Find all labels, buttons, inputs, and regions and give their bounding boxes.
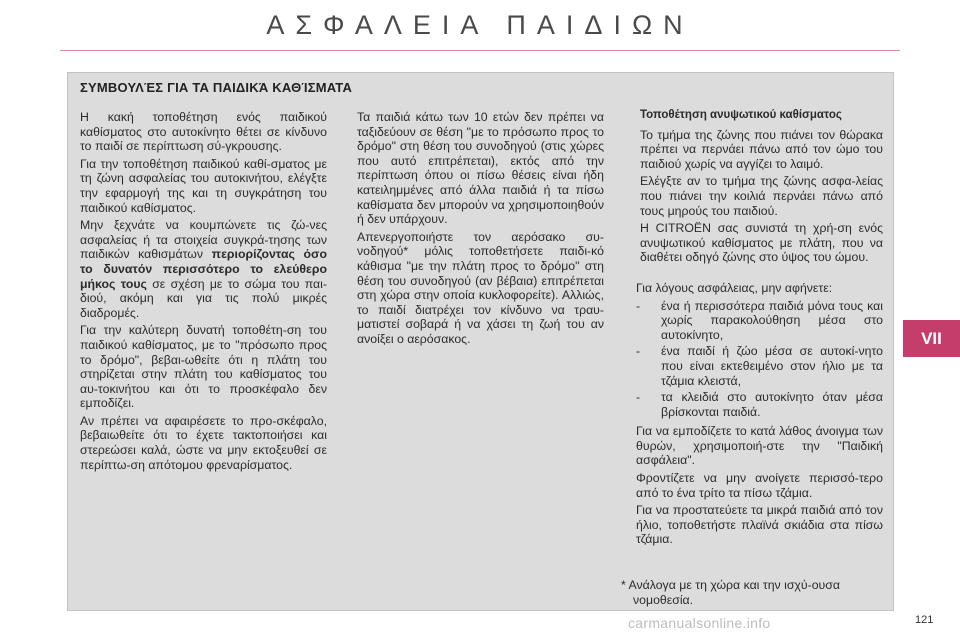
paragraph: Για την τοποθέτηση παιδικού καθί-σματος με τη ζώνη ασφαλείας του αυτοκινήτου, ελέγξτε την εφαρμογή της και τη συγκράτηση του παιδικού καθίσματος. xyxy=(80,156,327,215)
list-item-text: ένα παιδί ή ζώο μέσα σε αυτοκί-νητο που είναι εκτεθειμένο στον ήλιο με τα τζάμια κλειστά, xyxy=(661,344,883,388)
paragraph: Αν πρέπει να αφαιρέσετε το προ-σκέφαλο, βεβαιωθείτε ότι το έχετε τακτοποιήσει και στερεώσει καλά, ώστε να μην εκτοξευθεί σε περίπτω-ση απότομου φρεναρίσματος. xyxy=(80,413,327,472)
paragraph: Για να εμποδίζετε το κατά λάθος άνοιγμα των θυρών, χρησιμοποιή-στε την "Παιδική ασφάλεια". xyxy=(636,424,883,468)
footnote: * Ανάλογα με τη χώρα και την ισχύ-ουσα νομοθεσία. xyxy=(621,578,840,607)
paragraph: Το τμήμα της ζώνης που πιάνει τον θώρακα πρέπει να περνάει πάνω από τον ώμο του παιδιού χωρίς να αγγίζει το λαιμό. xyxy=(640,127,883,171)
paragraph: Η κακή τοποθέτηση ενός παιδικού καθίσματος στο αυτοκίνητο θέτει σε κίνδυνο το παιδί σε περίπτωση σύ-γκρουσης. xyxy=(80,110,327,154)
paragraph: Απενεργοποιήστε τον αερόσακο συ-νοδηγού* μόλις τοποθετήσετε παιδι-κό κάθισμα "με την πλάτη προς το δρόμο" στη θέση του συνοδηγού (αν βέβαια) επιτρέπεται στη χώρα στην οποία κυκλοφορείτε). Αλλιώς, το παιδί διατρέχει τον κίνδυνο να τραυ-ματιστεί σοβαρά ή να χάσει τη ζωή του αν ανοίξει ο αερόσακος. xyxy=(357,229,604,346)
bullet-marker: - xyxy=(636,298,641,313)
column-3 xyxy=(636,110,883,550)
list-item xyxy=(636,344,883,388)
paragraph: Ελέγξτε αν το τμήμα της ζώνης ασφα-λείας που πιάνει την κοιλιά περνάει πάνω από τους μηρούς του παιδιού. xyxy=(640,174,883,218)
page-number: 121 xyxy=(915,614,934,626)
list-item xyxy=(636,390,883,419)
paragraph: Για την καλύτερη δυνατή τοποθέτη-ση του παιδικού καθίσματος, με το "πρόσωπο προς το δρόμο", βεβαι-ωθείτε ότι η πλάτη του στηρίζεται στην πλάτη του καθίσματος του αυ-τοκινήτου και ότι το προσκέφαλο δεν εμποδίζει. xyxy=(80,323,327,411)
paragraph xyxy=(80,218,327,320)
paragraph: Τα παιδιά κάτω των 10 ετών δεν πρέπει να ταξιδεύουν σε θέση "με το πρόσωπο προς το δρόμο" στη θέση του συνοδηγού (στις χώρες που αυτό επιτρέπεται), εκτός από την περίπτωση όπου οι πίσω θέσεις είναι ήδη κατειλημμένες από άλλα παιδιά ή τα πίσω καθίσματα δεν μπορούν να χρησιμοποιηθούν ή δεν υπάρχουν. xyxy=(357,110,604,227)
safety-list xyxy=(636,299,883,420)
list-item xyxy=(636,299,883,343)
section-heading: ΣΥΜΒΟΥΛΈΣ ΓΙΑ ΤΑ ΠΑΙΔΙΚΆ ΚΑΘΊΣΜΑΤΑ xyxy=(80,80,353,95)
paragraph-text: σε σχέση με το σώμα του παι-διού, ακόμη και για τις πολύ μικρές διαδρομές. xyxy=(80,276,327,320)
bullet-marker: - xyxy=(636,344,641,359)
title-divider xyxy=(60,50,900,51)
paragraph: Για λόγους ασφάλειας, μην αφήνετε: xyxy=(636,280,833,295)
paragraph: Φροντίζετε να μην ανοίγετε περισσό-τερο από το ένα τρίτο τα πίσω τζάμια. xyxy=(636,471,883,500)
bullet-marker: - xyxy=(636,390,641,405)
chapter-tab: VII xyxy=(903,320,960,357)
paragraph: Η CITROËN σας συνιστά τη χρή-ση ενός ανυψωτικού καθίσματος με πλάτη, που να διαθέτει οδηγό ζώνης στο ύψος του ώμου. xyxy=(640,221,883,265)
paragraph-text: Μην ξεχνάτε να κουμπώνετε τις ζώ-νες ασφαλείας ή τα στοιχεία συγκρά-τησης των παιδικών καθισμάτων xyxy=(80,218,327,262)
list-item-text: τα κλειδιά στο αυτοκίνητο όταν μέσα βρίσκονται παιδιά. xyxy=(661,390,883,419)
watermark: carmanualsonline.info xyxy=(628,615,771,631)
list-item-text: ένα ή περισσότερα παιδιά μόνα τους και χωρίς παρακολούθηση μέσα στο αυτοκίνητο, xyxy=(661,298,883,342)
page-title: ΑΣΦΑΛΕΙΑ ΠΑΙΔΙΩΝ xyxy=(266,10,694,40)
booster-seat-subheading: Τοποθέτηση ανυψωτικού καθίσματος xyxy=(640,109,842,121)
emphasis-text: περιορίζοντας όσο το δυνατόν περισσότερο το ελεύθερο μήκος τους xyxy=(80,247,327,291)
paragraph: Για να προστατεύετε τα μικρά παιδιά από τον ήλιο, τοποθετήστε πλαϊνά σκιάδια στα πίσω τζάμια. xyxy=(636,503,883,547)
spacer xyxy=(636,268,883,281)
column-2 xyxy=(357,110,604,350)
column-1 xyxy=(80,110,327,475)
